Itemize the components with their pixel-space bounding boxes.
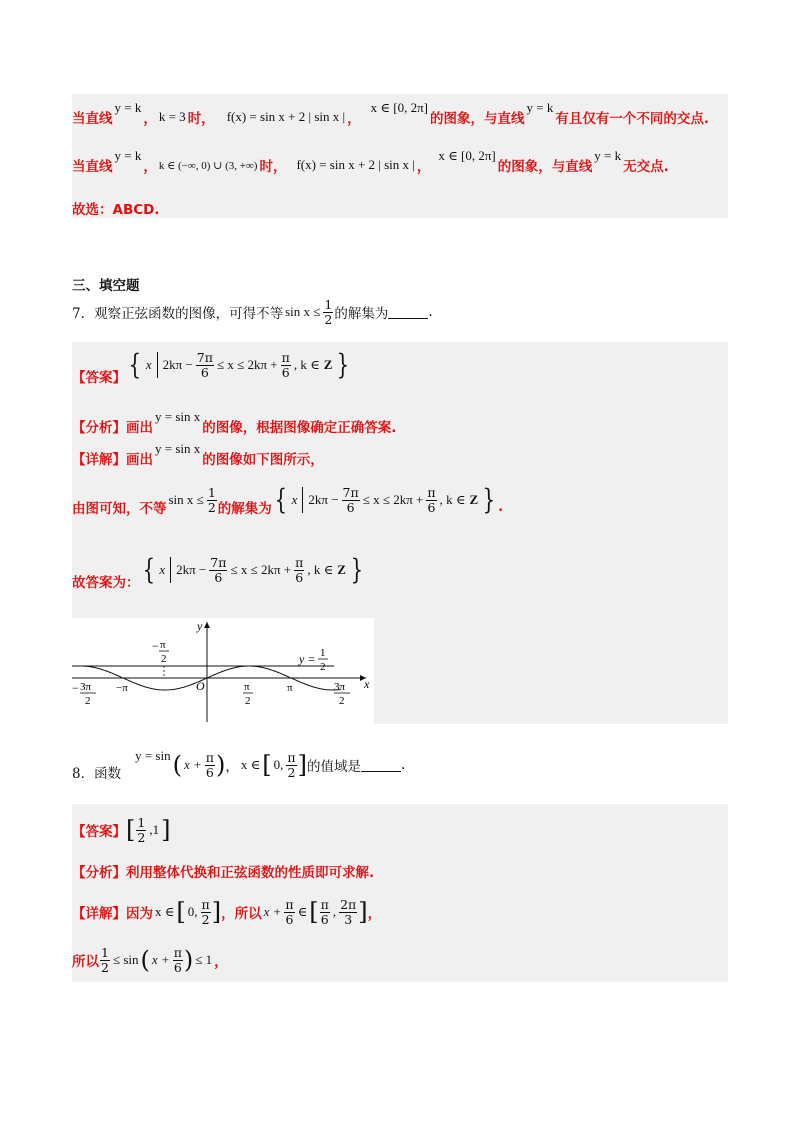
math: 2kπ −	[176, 562, 207, 577]
math: x +	[151, 952, 170, 967]
math: f(x) = sin x + 2 | sin x |	[296, 157, 415, 172]
tick-minus: −	[152, 639, 159, 653]
numerator: 2π	[340, 897, 357, 913]
analysis-8	[72, 860, 374, 882]
text: 的图象，与直线	[497, 159, 593, 175]
numerator: π	[320, 897, 329, 913]
math: f(x) = sin x + 2 | sin x |	[226, 109, 346, 124]
brace-open: {	[142, 553, 155, 586]
tick-neg-pi: −π	[116, 682, 128, 694]
answer-label: 【答案】	[72, 824, 126, 840]
denominator: 6	[281, 364, 290, 380]
math: x	[145, 357, 152, 372]
line-label: y =	[299, 652, 316, 666]
math: ,1	[149, 822, 160, 837]
paren-close: )	[183, 946, 194, 974]
math: x	[291, 492, 298, 507]
text: 所以	[72, 954, 99, 970]
paren-open: (	[140, 946, 150, 974]
math: ≤ x ≤ 2kπ +	[362, 492, 424, 507]
line-label-d: 2	[320, 661, 326, 673]
so-8	[72, 940, 228, 980]
q8-text: 的值域是	[306, 759, 361, 775]
tick-two: 2	[85, 695, 91, 707]
numerator: 1	[101, 945, 109, 961]
numerator: 1	[324, 297, 333, 313]
math: x ∈ [0, 2π]	[370, 100, 428, 115]
math: y = sin x	[155, 441, 201, 456]
math: y = k	[114, 100, 142, 115]
comma: ，	[416, 159, 431, 175]
denominator: 2	[201, 911, 210, 927]
denominator: 6	[320, 911, 329, 927]
numerator: π	[205, 750, 214, 766]
numerator: 7π	[196, 350, 213, 366]
numerator: 7π	[210, 555, 227, 571]
fraction	[294, 556, 304, 583]
brace-close: }	[482, 483, 496, 516]
bracket-open: [	[309, 898, 319, 926]
fraction	[286, 751, 296, 778]
text: ，所以	[221, 906, 262, 922]
math: ≤ x ≤ 2kπ +	[230, 562, 292, 577]
math: 2kπ −	[162, 357, 193, 372]
numerator: 7π	[342, 485, 359, 501]
text: 时，	[187, 111, 215, 127]
numerator: π	[281, 350, 290, 366]
fraction	[205, 751, 215, 778]
numerator: 1	[137, 815, 146, 831]
math: y = k	[114, 148, 142, 163]
answer-blank	[388, 306, 428, 319]
math: k ∈ (−∞, 0) ∪ (3, +∞)	[158, 159, 258, 172]
text: ，	[367, 906, 382, 922]
final-choice: 故选：ABCD.	[72, 202, 160, 218]
bracket-close: ]	[297, 751, 307, 779]
bracket-close: ]	[211, 898, 222, 926]
math: sin x ≤	[285, 304, 321, 319]
denominator: 6	[427, 499, 436, 515]
math: , k ∈	[293, 357, 320, 372]
top-line-1	[72, 100, 709, 130]
top-line-2	[72, 148, 669, 178]
tick-pi-label: π	[287, 682, 293, 694]
math: ≤ 1	[195, 952, 213, 967]
math: ∈	[297, 904, 308, 919]
text: 当直线	[72, 159, 113, 175]
text: 无交点.	[623, 159, 669, 175]
math: x ∈	[240, 757, 261, 772]
math: y = sin x	[155, 409, 201, 424]
math: Z	[323, 357, 333, 372]
numerator: π	[427, 485, 436, 501]
math: x +	[263, 904, 282, 919]
tick-two: 2	[339, 695, 345, 707]
tick-pi: π	[244, 681, 250, 693]
tick-3pi: 3π	[80, 681, 92, 693]
text: 因为	[126, 906, 153, 922]
math: k = 3	[158, 109, 186, 124]
fraction	[342, 486, 360, 513]
math: x ∈ [0, 2π]	[438, 148, 496, 163]
math: x +	[183, 757, 202, 772]
comma: ，	[225, 759, 239, 775]
top-line-3	[72, 198, 159, 218]
fraction	[100, 946, 110, 973]
fraction	[339, 898, 357, 925]
final-label: 故答案为：	[72, 575, 140, 591]
math: y = k	[526, 100, 554, 115]
bracket-open: [	[126, 816, 136, 844]
final-answer-7	[72, 548, 366, 592]
math: , k ∈	[439, 492, 466, 507]
text: ，	[214, 954, 228, 970]
set-bar	[170, 557, 171, 583]
math: 2kπ −	[308, 492, 339, 507]
numerator: π	[201, 897, 210, 913]
detail-label: 【详解】	[72, 452, 126, 468]
detail-label: 【详解】	[72, 906, 126, 922]
q7-end: .	[428, 304, 433, 320]
brace-close: }	[337, 348, 350, 381]
detail-8	[72, 892, 381, 932]
detail-7	[72, 441, 324, 470]
math: 0,	[187, 904, 198, 919]
math: y = k	[594, 148, 622, 163]
math: ≤ sin	[112, 952, 139, 967]
math: Z	[469, 492, 479, 507]
math: Z	[337, 562, 346, 577]
math: ≤ x ≤ 2kπ +	[216, 357, 278, 372]
text: 当直线	[72, 111, 113, 127]
numerator: π	[287, 750, 296, 766]
comma: ，	[143, 159, 157, 175]
denominator: 6	[200, 364, 209, 380]
tick-3pi: 3π	[334, 681, 346, 693]
math: x	[159, 562, 166, 577]
section-title: 三、填空题	[72, 278, 140, 294]
bracket-open: [	[262, 751, 272, 779]
set-bar	[157, 352, 158, 378]
denominator: 6	[285, 911, 294, 927]
text: 有且仅有一个不同的交点.	[555, 111, 709, 127]
q8-text: 8．函数	[72, 766, 122, 782]
sine-graph-box	[72, 618, 374, 724]
bracket-open: [	[176, 898, 186, 926]
sine-graph	[72, 618, 374, 724]
numerator: π	[285, 897, 294, 913]
text: .	[497, 499, 504, 515]
denominator: 6	[295, 569, 304, 585]
denominator: 2	[287, 764, 296, 780]
question-7	[72, 296, 433, 328]
numerator: π	[173, 945, 182, 961]
answer-label: 【答案】	[72, 370, 126, 386]
denominator: 2	[324, 311, 333, 327]
numerator: 1	[207, 485, 216, 501]
text: 由图可知，不等	[72, 501, 167, 517]
math: y = sin	[135, 748, 171, 763]
brace-close: }	[350, 553, 364, 586]
paren-open: (	[172, 751, 182, 779]
comma: ，	[143, 111, 157, 127]
text: 的图像，根据图像确定正确答案.	[202, 420, 397, 436]
brace-open: {	[128, 348, 142, 381]
paren-close: )	[216, 751, 226, 779]
q8-end: .	[400, 757, 406, 773]
answer-blank	[361, 759, 401, 772]
answer-7-line	[72, 344, 352, 386]
fraction	[323, 298, 333, 325]
comma: ,	[332, 904, 337, 919]
text: 画出	[126, 420, 153, 436]
math: x ∈	[155, 904, 175, 919]
denominator: 2	[137, 829, 146, 845]
y-axis-label: y	[197, 619, 203, 633]
bracket-close: ]	[161, 816, 171, 844]
denominator: 6	[173, 959, 182, 975]
analysis-label: 【分析】	[72, 420, 126, 436]
question-8	[72, 742, 405, 788]
brace-open: {	[274, 483, 287, 516]
math: , k ∈	[307, 562, 334, 577]
q7-text: 7．观察正弦函数的图像，可得不等	[72, 306, 284, 322]
fraction	[173, 946, 183, 973]
text: 利用整体代换和正弦函数的性质即可求解.	[126, 865, 375, 881]
origin-label: O	[196, 679, 205, 693]
denominator: 2	[207, 499, 216, 515]
denominator: 6	[205, 764, 214, 780]
numerator: π	[295, 555, 304, 571]
fraction	[207, 486, 217, 513]
fraction	[320, 898, 330, 925]
text: 的图像如下图所示，	[202, 452, 324, 468]
comma: ，	[347, 111, 361, 127]
text: 的图象，与直线	[430, 111, 525, 127]
tick-two: 2	[161, 653, 167, 665]
set-bar	[302, 487, 303, 513]
denominator: 3	[344, 911, 353, 927]
math: 0,	[273, 757, 284, 772]
denominator: 2	[101, 959, 109, 975]
analysis-7	[72, 409, 397, 438]
fraction	[201, 898, 211, 925]
tick-pi: π	[160, 639, 166, 651]
fraction	[196, 351, 214, 378]
text: 画出	[126, 452, 153, 468]
analysis-label: 【分析】	[72, 865, 126, 881]
denominator: 6	[346, 499, 355, 515]
denominator: 6	[214, 569, 223, 585]
text: 的解集为	[217, 501, 272, 517]
fraction	[209, 556, 227, 583]
fraction	[426, 486, 436, 513]
text: 时，	[259, 159, 287, 175]
line-label-n: 1	[320, 647, 326, 659]
fraction	[284, 898, 294, 925]
fraction	[281, 351, 291, 378]
math: sin x ≤	[168, 492, 204, 507]
q7-text: 的解集为	[334, 306, 389, 322]
conclusion-7	[72, 478, 503, 522]
tick-two: 2	[245, 695, 251, 707]
fraction	[136, 816, 146, 843]
bracket-close: ]	[358, 898, 368, 926]
section-heading	[72, 274, 140, 294]
tick-minus: −	[72, 681, 79, 695]
answer-8-line	[72, 810, 170, 850]
x-axis-label: x	[364, 677, 370, 691]
